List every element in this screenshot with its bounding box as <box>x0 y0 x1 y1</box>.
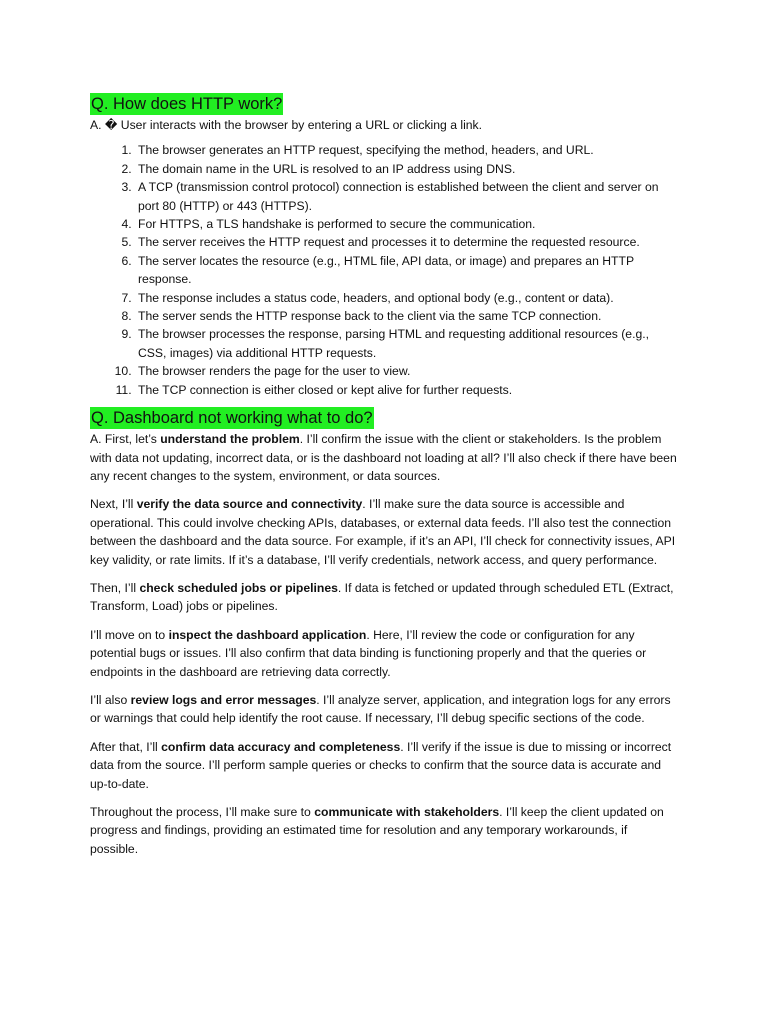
section-http-heading-row <box>90 93 678 116</box>
paragraph-text: Then, I’ll <box>90 580 140 595</box>
paragraph-keyphrase: communicate with stakeholders <box>314 805 500 819</box>
section-dashboard-heading-row <box>90 407 678 430</box>
paragraph-text: I’ll move on to <box>90 627 169 642</box>
list-item: 10. The browser renders the page for the user to view. <box>135 362 678 380</box>
paragraph-text: . I’ll analyze server, application, and integration logs for any errors or warnings that could help identify the root cause. If necessary, I’ll debug specific sections of the code. <box>90 692 671 726</box>
paragraph <box>90 691 678 728</box>
paragraph-keyphrase: review logs and error messages <box>130 692 317 707</box>
paragraph-text: . I’ll keep the client updated on progress and findings, providing an estimated time for resolution and any temporary workarounds, if possible. <box>90 805 664 856</box>
paragraph <box>90 579 678 616</box>
paragraph <box>90 495 678 569</box>
paragraph <box>90 626 678 681</box>
paragraph-keyphrase: check scheduled jobs or pipelines <box>139 580 338 595</box>
paragraph-text: Next, I’ll <box>90 497 137 512</box>
list-item: 3. A TCP (transmission control protocol) connection is established between the client and server on port 80 (HTTP) or 443 (HTTPS). <box>135 178 678 215</box>
list-item: 5. The server receives the HTTP request and processes it to determine the requested resource. <box>135 233 678 251</box>
list-item: 2. The domain name in the URL is resolved to an IP address using DNS. <box>135 160 678 178</box>
paragraph-text: After that, I’ll <box>90 739 162 754</box>
document-page <box>90 93 678 868</box>
section-dashboard-heading: Q. Dashboard not working what to do? <box>91 409 373 428</box>
section-http-heading: Q. How does HTTP work? <box>91 95 283 113</box>
paragraph <box>90 430 678 485</box>
list-item: 11. The TCP connection is either closed or kept alive for further requests. <box>135 381 678 399</box>
paragraph <box>90 803 678 858</box>
list-item: 8. The server sends the HTTP response back to the client via the same TCP connection. <box>135 307 678 325</box>
paragraph-text: . If data is fetched or updated through scheduled ETL (Extract, Transform, Load) jobs or pipelines. <box>90 580 674 614</box>
paragraph-text: . I’ll verify if the issue is due to missing or incorrect data from the source. I’ll perform sample queries or checks to confirm that the source data is accurate and up-to-date. <box>90 739 672 791</box>
list-item: 7. The response includes a status code, headers, and optional body (e.g., content or data). <box>135 289 678 307</box>
list-item: 9. The browser processes the response, parsing HTML and requesting additional resources (e.g., CSS, images) via additional HTTP requests. <box>135 325 678 362</box>
paragraph-keyphrase: verify the data source and connectivity <box>136 497 363 512</box>
http-steps-list <box>90 141 678 399</box>
paragraph-keyphrase: understand the problem <box>160 432 300 447</box>
paragraph-keyphrase: inspect the dashboard application <box>168 627 367 642</box>
list-item: 6. The server locates the resource (e.g., HTML file, API data, or image) and prepares an HTTP response. <box>135 252 678 289</box>
paragraph-text: A. First, let’s <box>90 432 161 447</box>
paragraph-text: . I’ll make sure the data source is accessible and operational. This could involve checking APIs, databases, or external data feeds. I’ll also test the connection between the dashboard and the data source. For example, if it’s an API, I’ll check for connectivity issues, API key validity, or rate limits. If it’s a database, I’ll verify credentials, network access, and query performance. <box>90 497 676 567</box>
list-item: 1. The browser generates an HTTP request, specifying the method, headers, and URL. <box>135 141 678 159</box>
list-item: 4. For HTTPS, a TLS handshake is performed to secure the communication. <box>135 215 678 233</box>
paragraph-keyphrase: confirm data accuracy and completeness <box>161 739 401 754</box>
paragraph-text: . Here, I’ll review the code or configuration for any potential bugs or issues. I’ll also confirm that data binding is functioning properly and that the queries or endpoints in the dashboard are retrieving data correctly. <box>90 627 647 679</box>
paragraph-text: Throughout the process, I’ll make sure to <box>90 805 315 819</box>
paragraph-text: I’ll also <box>90 692 131 707</box>
section-http-intro: A. � User interacts with the browser by entering a URL or clicking a link. <box>90 118 483 132</box>
paragraph <box>90 738 678 793</box>
paragraph-text: . I’ll confirm the issue with the client or stakeholders. Is the problem with data not updating, incorrect data, or is the dashboard not loading at all? I’ll also check if there have been any recent changes to the system, environment, or data sources. <box>90 432 677 483</box>
